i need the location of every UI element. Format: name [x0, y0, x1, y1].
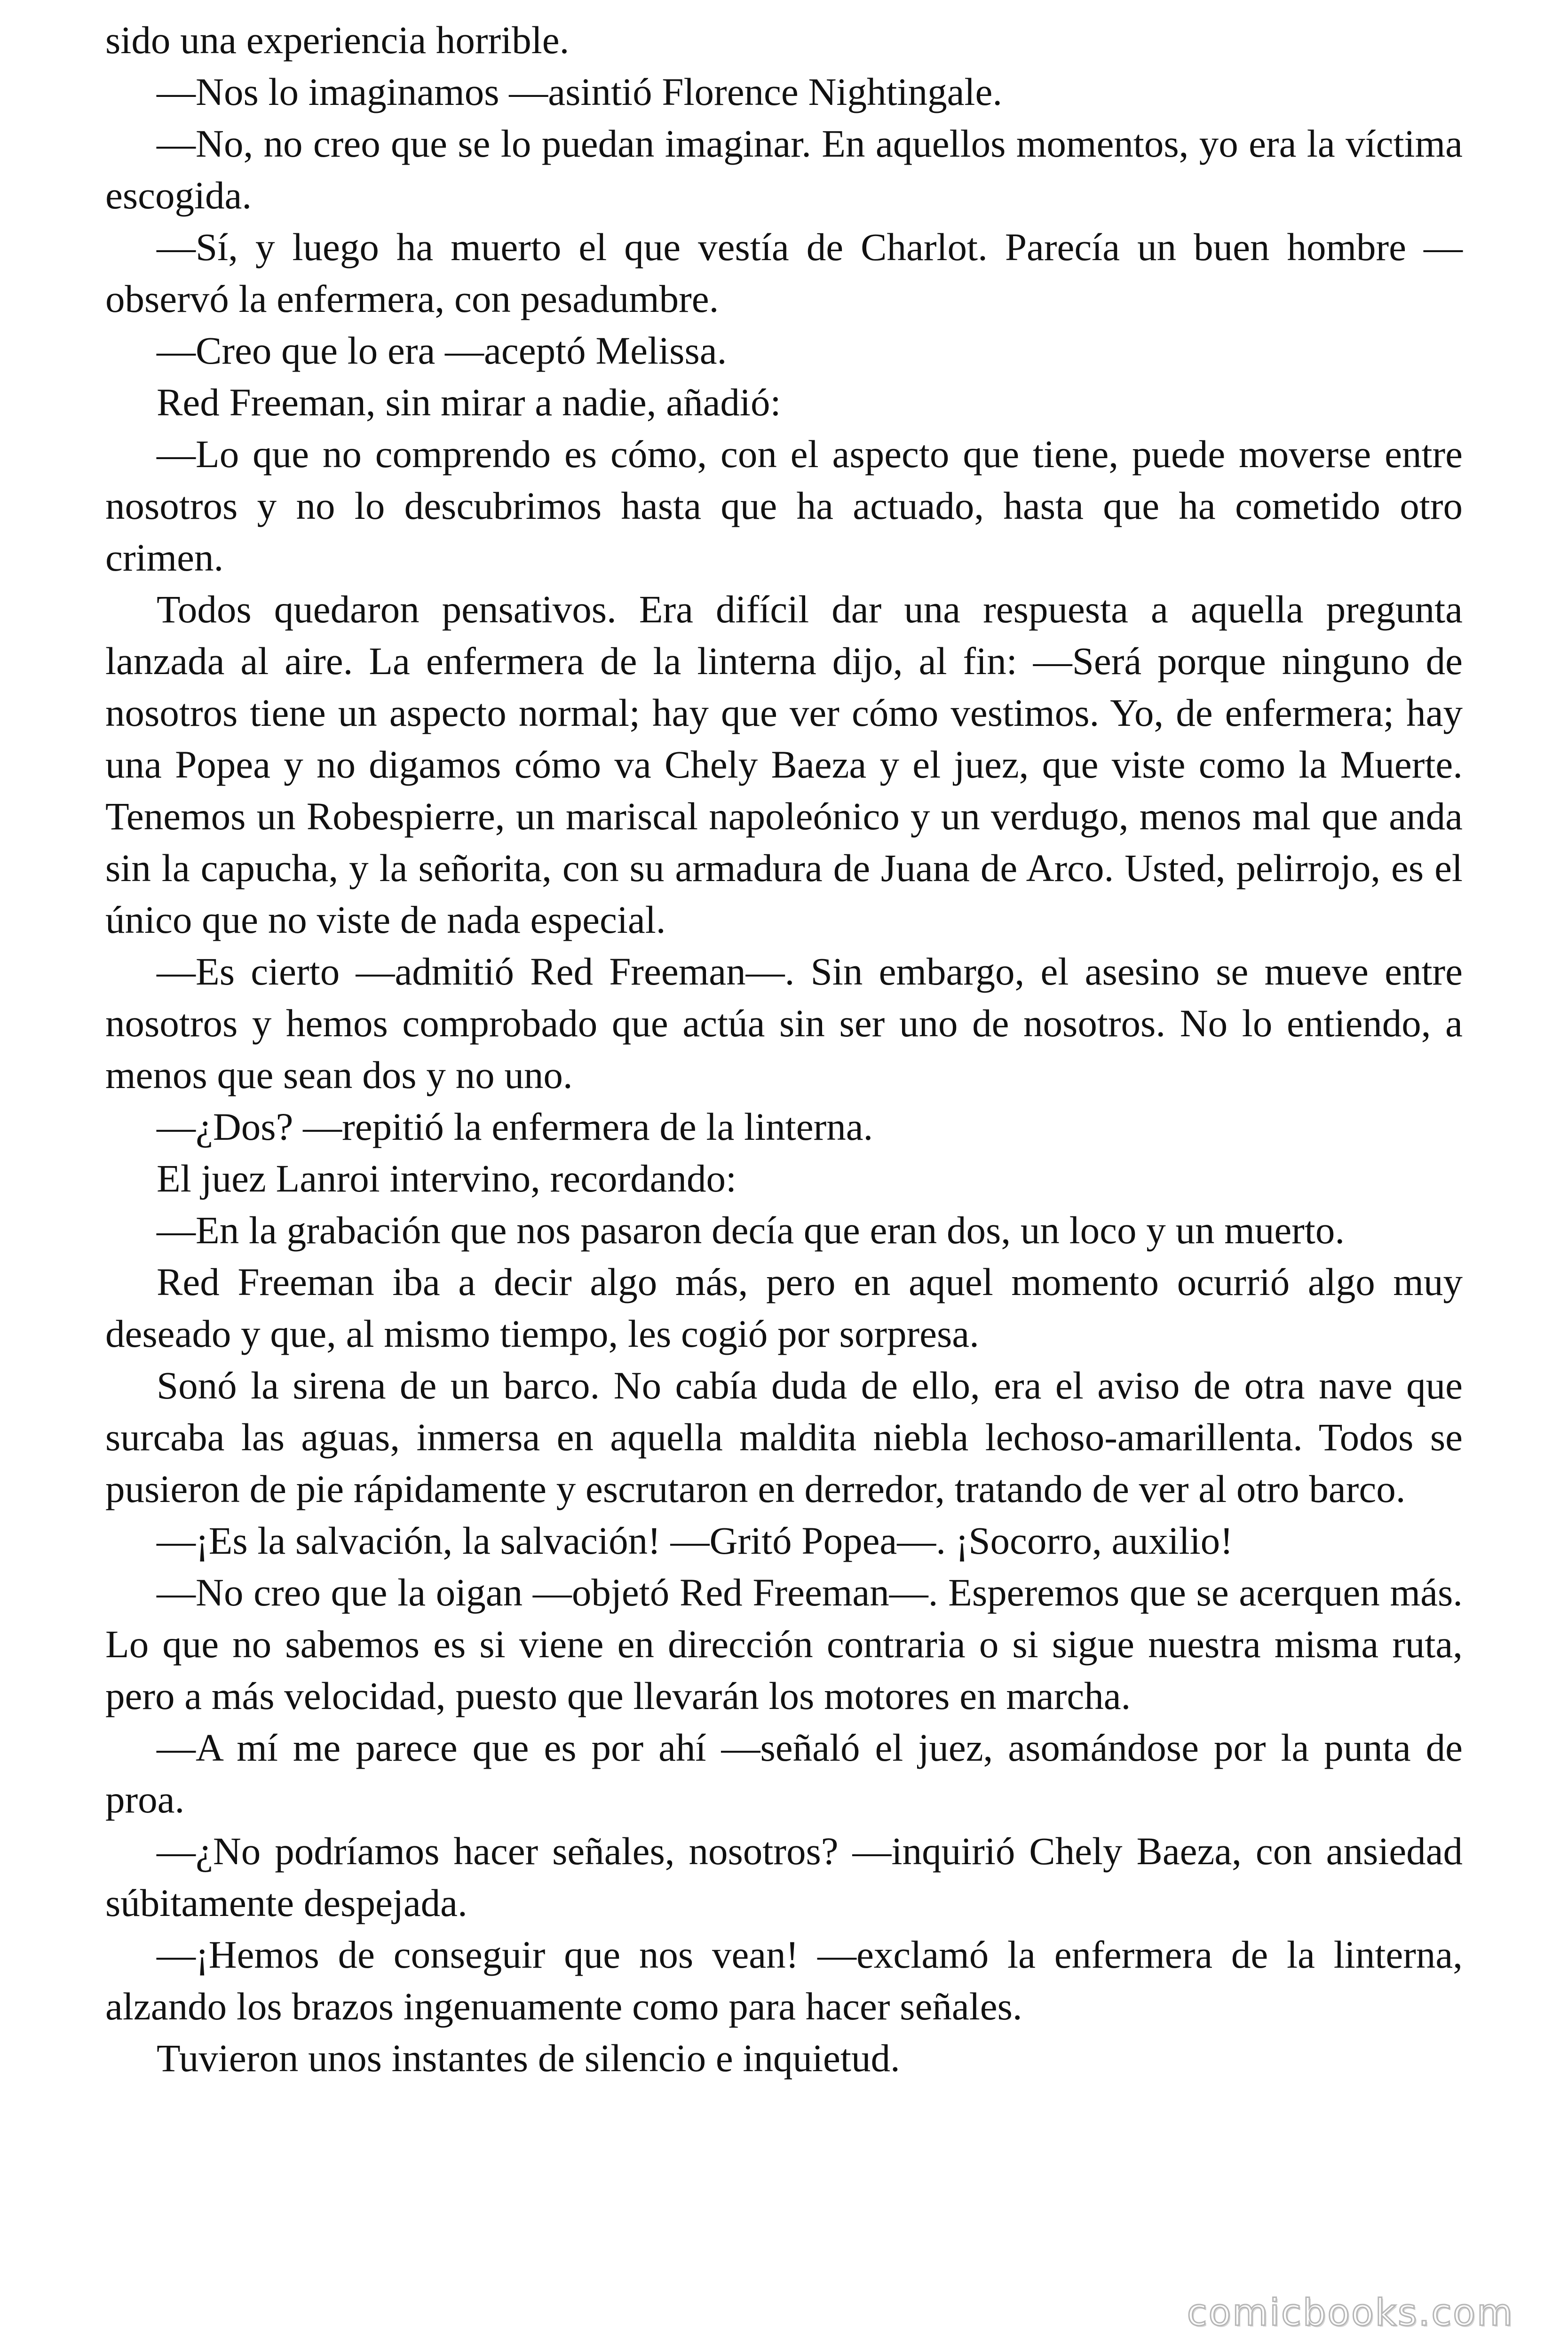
paragraph: Todos quedaron pensativos. Era difícil dar una respuesta a aquella pregunta lanzada al aire. La enfermera de la linterna dijo, al fin: —Será porque ninguno de nosotros tiene un aspecto normal; hay que ver cómo vestimos. Yo, de enfermera; hay una Popea y no digamos cómo va Chely Baeza y el juez, que viste como la Muerte. Tenemos un Robespierre, un mariscal napoleónico y un verdugo, menos mal que anda sin la capucha, y la señorita, con su armadura de Juana de Arco. Usted, pelirrojo, es el único que no viste de nada especial.: [105, 588, 1463, 941]
paragraph: sido una experiencia horrible.: [105, 18, 570, 62]
paragraph: El juez Lanroi intervino, recordando:: [157, 1157, 737, 1200]
paragraph: —Sí, y luego ha muerto el que vestía de Charlot. Parecía un buen hombre —observó la enfermera, con pesadumbre.: [105, 225, 1463, 320]
paragraph: —¡Es la salvación, la salvación! —Gritó Popea—. ¡Socorro, auxilio!: [157, 1519, 1233, 1562]
paragraph: —¿Dos? —repitió la enfermera de la linterna.: [157, 1105, 873, 1148]
paragraph: Tuvieron unos instantes de silencio e inquietud.: [157, 2036, 900, 2080]
paragraph: —No, no creo que se lo puedan imaginar. En aquellos momentos, yo era la víctima escogida.: [105, 122, 1463, 217]
paragraph: —No creo que la oigan —objetó Red Freeman—. Esperemos que se acerquen más. Lo que no sabemos es si viene en dirección contraria o si sigue nuestra misma ruta, pero a más velocidad, puesto que llevarán los motores en marcha.: [105, 1571, 1463, 1717]
paragraph: Sonó la sirena de un barco. No cabía duda de ello, era el aviso de otra nave que surcaba las aguas, inmersa en aquella maldita niebla lechoso-amarillenta. Todos se pusieron de pie rápidamente y escrutaron en derredor, tratando de ver al otro barco.: [105, 1364, 1463, 1510]
paragraph: —¡Hemos de conseguir que nos vean! —exclamó la enfermera de la linterna, alzando los brazos ingenuamente como para hacer señales.: [105, 1933, 1463, 2028]
paragraph: —Es cierto —admitió Red Freeman—. Sin embargo, el asesino se mueve entre nosotros y hemos comprobado que actúa sin ser uno de nosotros. No lo entiendo, a menos que sean dos y no uno.: [105, 950, 1463, 1097]
page-text: [105, 14, 1463, 2084]
paragraph: —¿No podríamos hacer señales, nosotros? —inquirió Chely Baeza, con ansiedad súbitamente despejada.: [105, 1829, 1463, 1924]
paragraph: —Creo que lo era —aceptó Melissa.: [157, 329, 727, 372]
paragraph: Red Freeman, sin mirar a nadie, añadió:: [157, 381, 781, 424]
watermark: comicbooks.com: [1187, 2292, 1514, 2334]
paragraph: —Nos lo imaginamos —asintió Florence Nightingale.: [157, 70, 1003, 113]
paragraph: Red Freeman iba a decir algo más, pero en aquel momento ocurrió algo muy deseado y que, al mismo tiempo, les cogió por sorpresa.: [105, 1260, 1463, 1355]
paragraph: —A mí me parece que es por ahí —señaló el juez, asomándose por la punta de proa.: [105, 1726, 1463, 1821]
paragraph: —Lo que no comprendo es cómo, con el aspecto que tiene, puede moverse entre nosotros y no lo descubrimos hasta que ha actuado, hasta que ha cometido otro crimen.: [105, 432, 1463, 579]
paragraph: —En la grabación que nos pasaron decía que eran dos, un loco y un muerto.: [157, 1208, 1345, 1252]
